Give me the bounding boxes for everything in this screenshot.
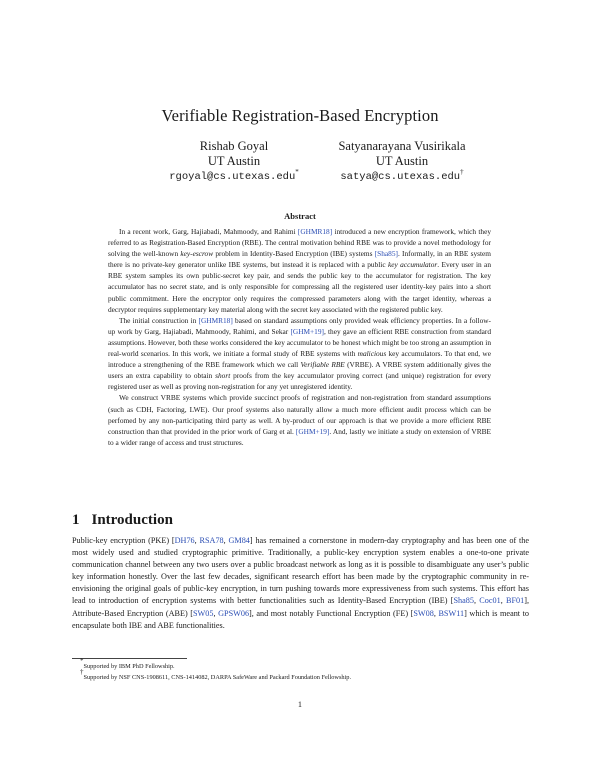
- footnote: *Supported by IBM PhD Fellowship.: [80, 657, 175, 670]
- citation-link[interactable]: SW08: [413, 608, 434, 618]
- author-affiliation: UT Austin: [375, 153, 429, 168]
- abstract-paragraph-1: In a recent work, Garg, Hajiabadi, Mahmoody, and Rahimi [GHMR18] introduced a new encryption framework, which they referred to as Registration-Based Encryption (RBE). The central motivation behind RBE was to provide a novel methodology for solving the well-known key-escrow problem in Identity-Based Encryption (IBE) systems [Sha85]. Informally, in an RBE system there is no private-key generator unlike IBE systems, but instead it is replaced with a public key accumulator. Every user in an RBE system samples its own public-secret key pair, and sends the public key to the accumulator for registration. The key accumulator has no secret state, and is only responsible for compressing all the registered user identity-key pairs into a short public commitment. Here the encryptor only requires the compressed parameters along with the target identity, whereas a decryptor requires supplementary key material along with the secret key associated with the registered public key.: [108, 227, 492, 314]
- citation-link[interactable]: [GHMR18]: [297, 227, 333, 236]
- footnotes: [72, 657, 529, 683]
- abstract-heading: Abstract: [284, 211, 316, 221]
- intro-paragraph: Public-key encryption (PKE) [DH76, RSA78, GM84] has remained a cornerstone in modern-day cryptography and has been one of the most widely used and studied cryptographic primitive. Traditionally, a public-key encryption system enables a one-to-one private communication channel between any two users over a public broadcast network as long as it is possible to disambiguate any user’s public key information honestly. Over the last few decades, significant research effort has been made by the cryptographic community in re-envisioning the original goals of public-key encryption, in turn pushing towards more expressiveness from such systems. This effort has lead to introduction of encryption systems with better functionalities such as Identity-Based Encryption (IBE) [Sha85, Coc01, BF01], Attribute-Based Encryption (ABE) [SW05, GPSW06], and most notably Functional Encryption (FE) [SW08, BSW11] which is meant to encapsulate both IBE and ABE functionalities.: [72, 536, 530, 630]
- introduction-body: [72, 535, 529, 632]
- citation-link[interactable]: RSA78: [199, 536, 224, 545]
- citation-link[interactable]: [Sha85]: [374, 249, 398, 259]
- paper-title: Verifiable Registration-Based Encryption: [161, 106, 439, 125]
- section-title: Introduction: [91, 512, 173, 528]
- footnote-divider: [72, 658, 187, 659]
- author-email[interactable]: rgoyal@cs.utexas.edu: [169, 171, 296, 183]
- author-email[interactable]: satya@cs.utexas.edu: [340, 171, 461, 183]
- citation-link[interactable]: SW05: [193, 608, 214, 618]
- abstract-body: [108, 226, 491, 448]
- citation-link[interactable]: Coc01: [479, 596, 501, 606]
- citation-link[interactable]: GPSW06: [218, 608, 250, 618]
- footnote: †Supported by NSF CNS-1908611, CNS-1414082, DARPA SafeWare and Packard Foundation Fellowship.: [80, 668, 352, 681]
- citation-link[interactable]: BSW11: [438, 608, 465, 618]
- citation-link[interactable]: GM84: [228, 536, 250, 545]
- page-number: 1: [297, 700, 303, 709]
- abstract-paragraph-2: The initial construction in [GHMR18] based on standard assumptions only provided weak efficiency properties. In a follow-up work by Garg, Hajiabadi, Mahmoody, Rahimi, and Sekar [GHM+19], they gave an efficient RBE construction from standard assumptions. However, both these works considered the key accumulator to be honest which might be too strong an assumption in real-world scenarios. In this work, we initiate a formal study of RBE systems with malicious key accumulators. To that end, we introduce a strengthening of the RBE framework which we call Verifiable RBE (VRBE). A VRBE system additionally gives the users an extra capability to obtain short proofs from the key accumulator proving correct (and unique) registration for every registered user as well as proving non-registration for any yet unregistered identity.: [108, 315, 491, 392]
- author-name: Rishab Goyal: [199, 139, 269, 153]
- author-name: Satyanarayana Vusirikala: [338, 139, 466, 153]
- citation-link[interactable]: Sha85: [453, 596, 474, 606]
- citation-link[interactable]: BF01: [506, 596, 525, 606]
- citation-link[interactable]: [GHMR18]: [198, 315, 233, 325]
- author-affiliation: UT Austin: [207, 153, 261, 168]
- section-number: 1: [72, 512, 80, 528]
- citation-link[interactable]: DH76: [174, 536, 195, 545]
- footnote-mark: *: [295, 168, 299, 176]
- citation-link[interactable]: [GHM+19]: [290, 326, 324, 336]
- author-block-2: [272, 139, 532, 185]
- citation-link[interactable]: [GHM+19]: [295, 426, 330, 436]
- abstract-paragraph-3: We construct VRBE systems which provide succinct proofs of registration and non-registration from standard assumptions (such as CDH, Factoring, LWE). Our proof systems also naturally allow a much more efficient audit process which can be perfomed by any non-participating third party as well. A by-product of our approach is that we provide a more efficient RBE construction than that provided in the prior work of Garg et al. [GHM+19]. And, lastly we initiate a study on extension of VRBE to a wider range of access and trust structures.: [108, 393, 492, 447]
- footnote-mark: †: [460, 168, 464, 176]
- section-heading: [72, 512, 185, 529]
